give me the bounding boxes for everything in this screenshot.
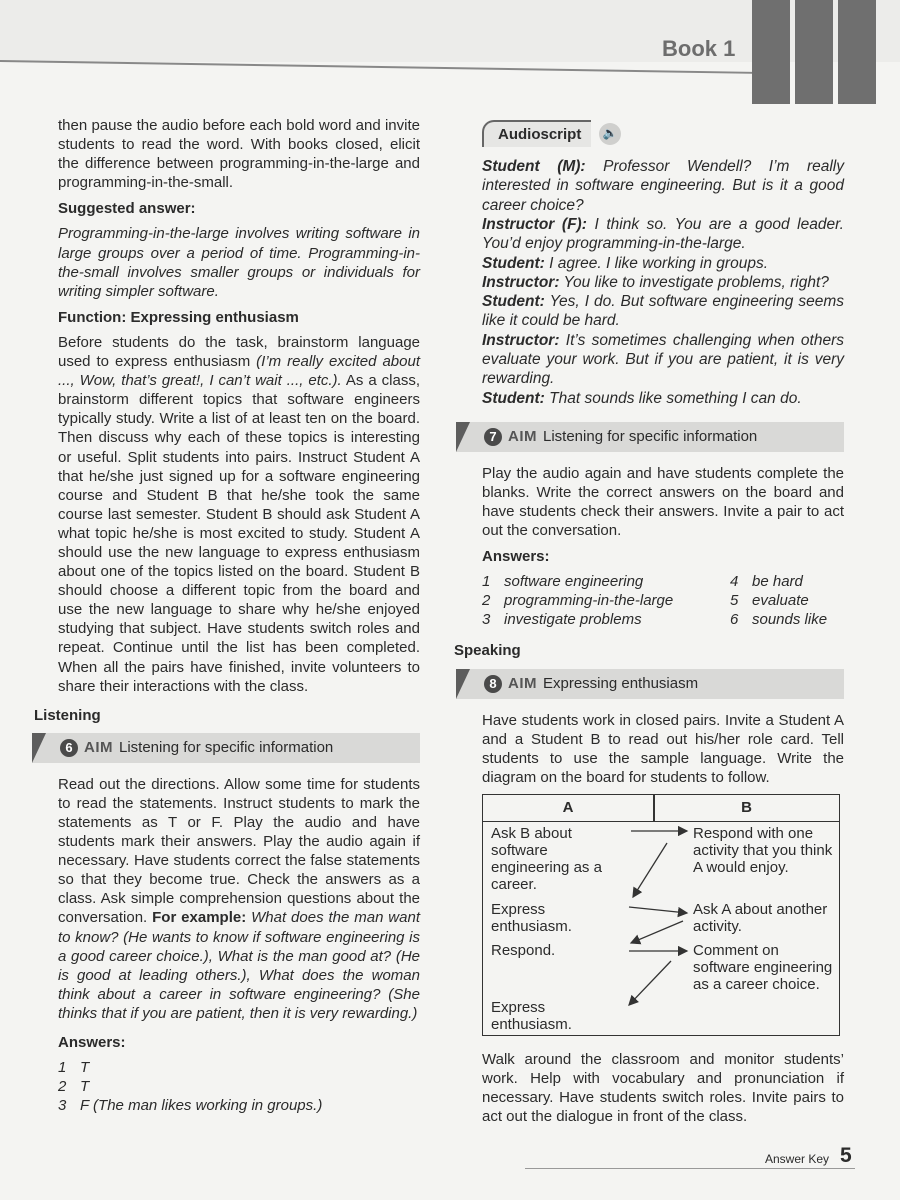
thumb-tab bbox=[795, 0, 833, 104]
aim-6-paragraph bbox=[58, 775, 420, 1023]
answer-number: 4 bbox=[730, 573, 739, 591]
function-paragraph bbox=[58, 333, 420, 696]
answer-item bbox=[730, 572, 850, 591]
right-column bbox=[454, 120, 844, 1133]
aim-number: 7 bbox=[484, 428, 502, 446]
function-text-2: As a class, brainstorm different topics that software engineers typically study. Write a list of at least ten on the board. Then discuss why each of these topics is interesting or useful. Split students into pairs. Instruct Student A that he/she just signed up for a software engineering course and Student B that he/she took the same course last semester. Student B should ask Student A what topic he/she is most excited to study. Student A should use the new language to express enthusiasm about one of the topics listed on the board. Student B should choose a different topic from the board and use the new language to share why he/she enjoyed studying that subject. Have students switch roles and repeat. Continue until the list has been completed. When all the pairs have finished, invite volunteers to share their interactions with the class. bbox=[58, 372, 420, 695]
function-text-1: Before students do the task, brainstorm language used to express enthusiasm bbox=[58, 333, 420, 371]
answer-item bbox=[482, 610, 730, 629]
answer-number: 2 bbox=[58, 1078, 67, 1096]
arrow-diagonal bbox=[633, 843, 667, 897]
aim-label: Expressing enthusiasm bbox=[543, 674, 699, 692]
script-text: I think so. You are a good leader. You’d enjoy programming-in-the-large. bbox=[482, 215, 844, 253]
script-text: Professor Wendell? I’m really interested in software engineering. But is it a good career choice? bbox=[482, 158, 844, 214]
answer-text: sounds like bbox=[752, 611, 828, 629]
aim-6-examples: What does the man want to know? (He wants to know if software engineering is a good career choice.), What is the man good at? (He is good at leading others.), What does the woman think about a career in software engineering? (She thinks that if you are patient, then it is very rewarding.) bbox=[58, 909, 420, 1022]
diagram-col-a: A bbox=[562, 798, 574, 816]
arrow-left bbox=[631, 921, 683, 943]
script-speaker: Student: bbox=[482, 389, 545, 407]
answer-number: 1 bbox=[482, 573, 491, 591]
script-line bbox=[482, 254, 844, 273]
answers-6-heading: Answers: bbox=[58, 1034, 126, 1052]
script-text: I agree. I like working in groups. bbox=[549, 254, 769, 272]
function-examples: (I’m really excited about ..., Wow, that’s great!, I can’t wait ..., etc.). bbox=[58, 353, 420, 390]
script-speaker: Student: bbox=[482, 254, 545, 272]
diagram-arrows bbox=[483, 795, 839, 1035]
answer-text: be hard bbox=[752, 573, 803, 591]
footer-rule bbox=[525, 1168, 855, 1169]
script-line bbox=[482, 331, 844, 389]
answer-item bbox=[730, 591, 850, 610]
diagram-a3: Respond. bbox=[491, 941, 556, 959]
aim-slash bbox=[456, 669, 470, 699]
answer-text: T bbox=[80, 1078, 90, 1096]
answer-text: software engineering bbox=[504, 573, 644, 591]
role-diagram bbox=[482, 794, 840, 1036]
aim-6-text: Read out the directions. Allow some time for students to read the statements. Instruct students to mark the statements as T or F. Play the audio and have students mark their answers. Play the audio again if necessary. Have students correct the false statements so that they become true. Check the answers as a class. Ask simple comprehension questions about the conversation. bbox=[58, 775, 420, 927]
intro-paragraph: then pause the audio before each bold word and invite students to read the word. With books closed, elicit the difference between programming-in-the-large and programming-in-the-small. bbox=[58, 117, 420, 192]
suggested-answer-text: Programming-in-the-large involves writing software in large groups over a period of time. Programming-in-the-small involves smaller groups or individuals for writing simpler software. bbox=[58, 225, 420, 300]
script-line bbox=[482, 292, 844, 331]
script-text: You like to investigate problems, right? bbox=[563, 273, 829, 291]
script-text: It’s sometimes challenging when others evaluate your work. But if you are patient, it is very rewarding. bbox=[482, 331, 844, 388]
function-heading: Function: Expressing enthusiasm bbox=[58, 308, 299, 326]
book-title: Book 1 bbox=[662, 36, 736, 61]
audioscript bbox=[482, 157, 844, 408]
answer-item bbox=[730, 610, 850, 629]
diagram-a2: Express enthusiasm. bbox=[491, 900, 572, 935]
aim-label: Listening for specific information bbox=[543, 428, 758, 446]
diagram-a1: Ask B about software engineering as a career. bbox=[491, 824, 602, 893]
answer-text: investigate problems bbox=[504, 611, 642, 629]
answer-number: 2 bbox=[482, 592, 491, 610]
answers-7-heading: Answers: bbox=[482, 548, 550, 566]
thumb-tab bbox=[838, 0, 876, 104]
script-text: That sounds like something I can do. bbox=[549, 389, 802, 407]
script-text: Yes, I do. But software engineering seems like it could be hard. bbox=[482, 293, 844, 330]
aim-7-bar bbox=[456, 422, 844, 452]
answer-text: programming-in-the-large bbox=[504, 592, 674, 610]
answer-item bbox=[58, 1096, 420, 1115]
answer-number: 6 bbox=[730, 611, 739, 629]
diagram-b1: Respond with one activity that you think A would enjoy. bbox=[693, 824, 833, 876]
answer-number: 3 bbox=[482, 611, 491, 629]
aim-number: 8 bbox=[484, 675, 502, 693]
aim-8-bar bbox=[456, 669, 844, 699]
answer-item bbox=[482, 572, 730, 591]
answers-6-list bbox=[58, 1058, 420, 1115]
aim-word: AIM bbox=[508, 428, 537, 446]
script-speaker: Instructor (F): bbox=[482, 215, 587, 233]
left-column bbox=[34, 116, 420, 1115]
suggested-answer-heading: Suggested answer: bbox=[58, 200, 196, 218]
script-speaker: Student (M): bbox=[482, 158, 586, 176]
aim-number: 6 bbox=[60, 739, 78, 757]
answer-item bbox=[58, 1077, 420, 1096]
diagram-col-b: B bbox=[741, 798, 752, 816]
for-example-label: For example: bbox=[152, 909, 247, 927]
aim-label: Listening for specific information bbox=[119, 739, 334, 757]
arrow-right bbox=[629, 907, 687, 913]
script-line bbox=[482, 215, 844, 254]
arrow-diagonal bbox=[629, 961, 671, 1005]
answer-item bbox=[58, 1058, 420, 1077]
script-speaker: Instructor: bbox=[482, 273, 560, 291]
script-speaker: Instructor: bbox=[482, 331, 560, 349]
answer-text: evaluate bbox=[752, 592, 809, 610]
answer-number: 5 bbox=[730, 592, 739, 610]
page-number: 5 bbox=[840, 1144, 852, 1167]
footer-label: Answer Key bbox=[765, 1152, 830, 1166]
closing-paragraph: Walk around the classroom and monitor students’ work. Help with vocabulary and pronunciation if necessary. Have students switch roles. Invite pairs to act out the dialogue in front of the class. bbox=[482, 1050, 844, 1126]
diagram-b3: Comment on software engineering as a career choice. bbox=[693, 941, 833, 993]
aim-6-bar bbox=[32, 733, 420, 763]
thumb-tab bbox=[752, 0, 790, 104]
speaker-icon: 🔈 bbox=[599, 123, 621, 145]
aim-slash bbox=[32, 733, 46, 763]
answer-number: 1 bbox=[58, 1059, 67, 1077]
script-speaker: Student: bbox=[482, 293, 545, 311]
aim-word: AIM bbox=[508, 674, 537, 692]
answer-item bbox=[482, 591, 730, 610]
diagram-a4: Express enthusiasm. bbox=[491, 998, 572, 1033]
answer-text: T bbox=[80, 1059, 90, 1077]
speaking-heading: Speaking bbox=[454, 642, 521, 660]
audioscript-header bbox=[482, 120, 844, 147]
header-rule bbox=[0, 60, 760, 74]
audioscript-label: Audioscript bbox=[482, 120, 591, 147]
aim-slash bbox=[456, 422, 470, 452]
aim-word: AIM bbox=[84, 739, 113, 757]
listening-heading: Listening bbox=[34, 706, 101, 724]
aim-8-paragraph: Have students work in closed pairs. Invite a Student A and a Student B to read out his/her role card. Tell students to use the sample language. Write the diagram on the board for students to follow. bbox=[482, 711, 844, 786]
answers-7-list bbox=[482, 572, 844, 629]
script-line bbox=[482, 389, 844, 408]
answer-number: 3 bbox=[58, 1097, 67, 1115]
answer-text: F (The man likes working in groups.) bbox=[80, 1097, 323, 1115]
script-line bbox=[482, 157, 844, 215]
aim-7-paragraph: Play the audio again and have students complete the blanks. Write the correct answers on the board and have students check their answers. Invite a pair to act out the conversation. bbox=[482, 464, 844, 540]
diagram-b2: Ask A about another activity. bbox=[693, 900, 828, 935]
script-line bbox=[482, 273, 844, 292]
